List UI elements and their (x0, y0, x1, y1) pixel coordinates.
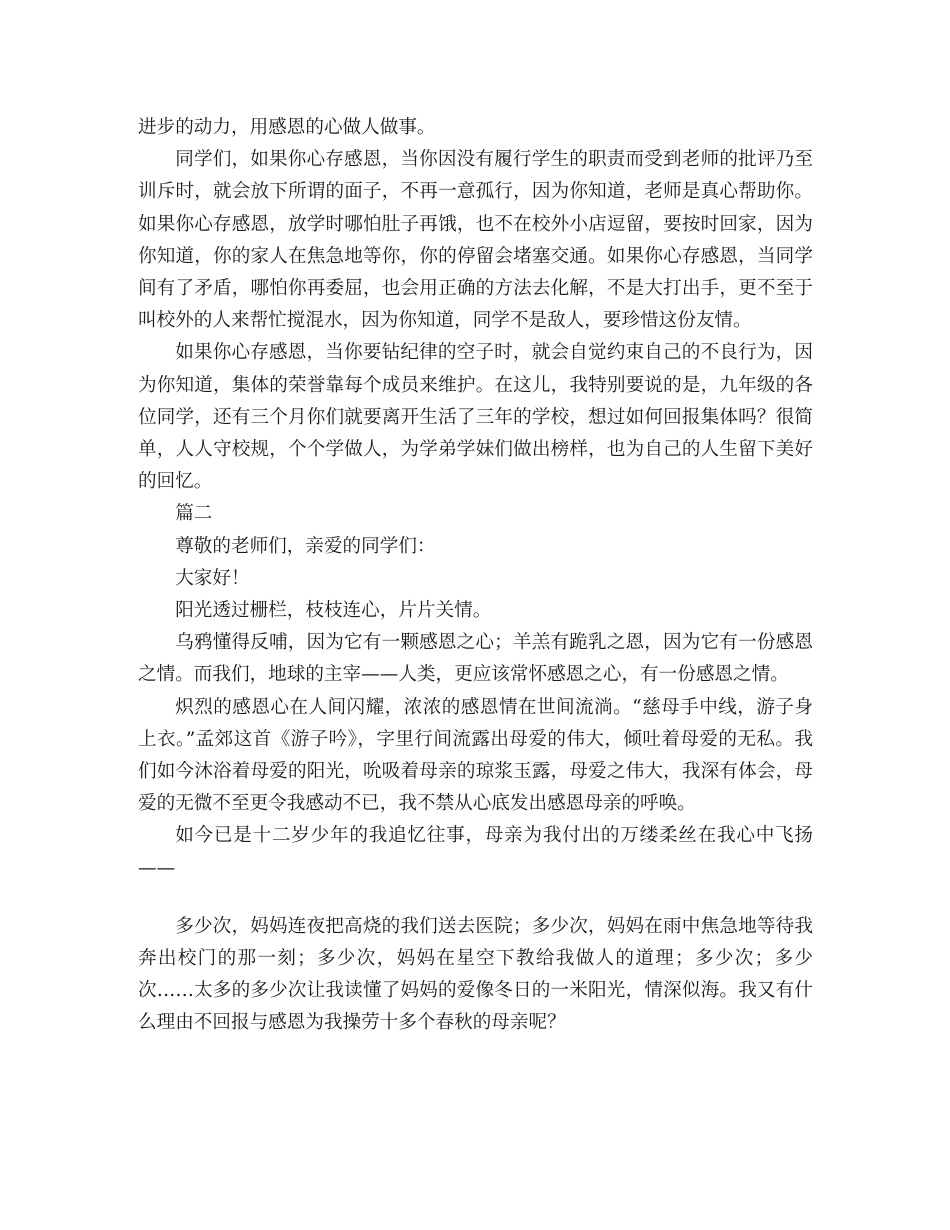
paragraph-7: 阳光透过栅栏，枝枝连心，片片关情。 (175, 600, 492, 622)
paragraph-11: 多少次，妈妈连夜把高烧的我们送去医院；多少次，妈妈在雨中焦急地等待我奔出校门的那一刻；多少次，妈妈在星空下教给我做人的道理；多少次；多少次……太多的多少次让我读懂了妈妈的爱像冬日的一米阳光，情深似海。我又有什么理由不回报与感恩为我操劳十多个春秋的母亲呢？ (138, 915, 813, 1034)
document-page (138, 112, 813, 1040)
paragraph-10: 如今已是十二岁少年的我追忆往事，母亲为我付出的万缕柔丝在我心中飞扬—— (138, 825, 813, 879)
paragraph-3: 如果你心存感恩，当你要钻纪律的空子时，就会自觉约束自己的不良行为，因为你知道，集体的荣誉靠每个成员来维护。在这儿，我特别要说的是，九年级的各位同学，还有三个月你们就要离开生活了三年的学校，想过如何回报集体吗？很简单，人人守校规，个个学做人，为学弟学妹们做出榜样，也为自己的人生留下美好的回忆。 (138, 342, 813, 493)
section-heading: 篇二 (175, 503, 213, 525)
salutation: 尊敬的老师们，亲爱的同学们： (175, 535, 436, 557)
paragraph-9: 炽烈的感恩心在人间闪耀，浓浓的感恩情在世间流淌。“慈母手中线，游子身上衣。”孟郊这首《游子吟》，字里行间流露出母爱的伟大，倾吐着母爱的无私。我们如今沐浴着母爱的阳光，吮吸着母亲的琼浆玉露，母爱之伟大，我深有体会，母爱的无微不至更令我感动不已，我不禁从心底发出感恩母亲的呼唤。 (138, 696, 813, 815)
paragraph-8: 乌鸦懂得反哺，因为它有一颗感恩之心；羊羔有跪乳之恩，因为它有一份感恩之情。而我们，地球的主宰——人类，更应该常怀感恩之心，有一份感恩之情。 (138, 632, 813, 686)
greeting: 大家好！ (175, 567, 250, 589)
paragraph-1: 进步的动力，用感恩的心做人做事。 (138, 117, 436, 138)
paragraph-2: 同学们，如果你心存感恩，当你因没有履行学生的职责而受到老师的批评乃至训斥时，就会放下所谓的面子，不再一意孤行，因为你知道，老师是真心帮助你。如果你心存感恩，放学时哪怕肚子再饿，也不在校外小店逗留，要按时回家，因为你知道，你的家人在焦急地等你，你的停留会堵塞交通。如果你心存感恩，当同学间有了矛盾，哪怕你再委屈，也会用正确的方法去化解，不是大打出手，更不至于叫校外的人来帮忙搅混水，因为你知道，同学不是敌人，要珍惜这份友情。 (138, 149, 813, 332)
